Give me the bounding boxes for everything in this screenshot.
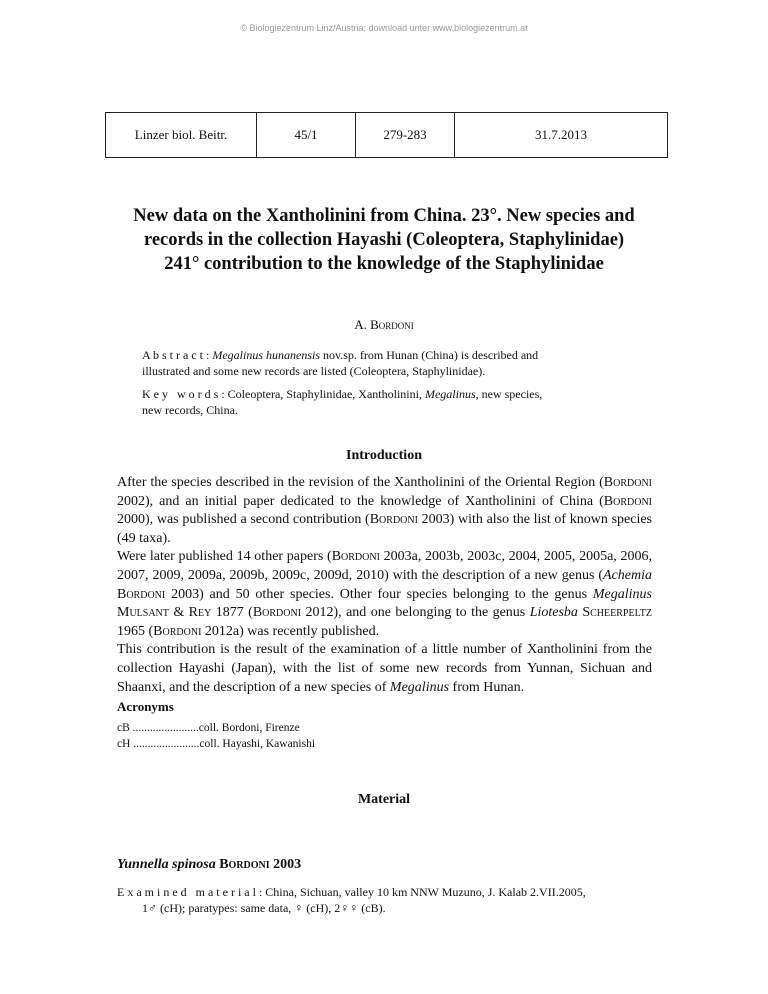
abstract-label: A b s t r a c t : [142,348,210,362]
acronyms-heading: Acronyms [117,699,174,714]
keywords-genus: Megalinus [424,387,476,401]
title-line-1: New data on the Xantholinini from China. 23°. New species and [133,206,635,226]
species-author: Bordoni 2003 [215,857,302,872]
title-line-2: records in the collection Hayashi (Coleoptera, Staphylinidae) [143,230,625,250]
examined-text-2: 1♂ (cH); paratypes: same data, ♀ (cH), 2♀♀ (cB). [142,901,386,915]
acronym-item: cH .......................coll. Hayashi, Kawanishi [117,738,316,750]
species-heading [117,857,301,873]
examined-label: E x a m i n e d m a t e r i a l : [117,885,263,899]
keywords-text-b: , new species, [475,387,543,401]
author [0,317,768,333]
paper-title [80,204,688,276]
intro-paragraph-1: After the species described in the revision of the Xantholinini of the Oriental Region (Bordoni 2002), and an initial paper dedicated to the knowledge of Xantholinini of China (Bordoni 2000), was published a second contribution (Bordoni 2003) with also the list of known species (49 taxa). [117,475,653,546]
author-initial: A. [354,317,371,332]
introduction-body [117,474,652,697]
material-heading: Material [357,792,411,807]
author-name: Bordoni [370,317,414,332]
keywords [142,387,654,418]
keywords-text-a: Coleoptera, Staphylinidae, Xantholinini, [224,387,425,401]
abstract-text-2: illustrated and some new records are listed (Coleoptera, Staphylinidae). [142,363,486,378]
examined-text-1: China, Sichuan, valley 10 km NNW Muzuno, J. Kalab 2.VII.2005, [262,885,586,899]
acronym-item: cB .......................coll. Bordoni, Firenze [117,722,300,734]
keywords-line-2: new records, China. [142,402,238,417]
abstract-species: Megalinus hunanensis [212,348,320,362]
journal-volume: 45/1 [257,113,356,158]
keywords-label: K e y w o r d s : [142,387,225,401]
title-line-3: 241° contribution to the knowledge of the Staphylinidae [164,254,604,274]
watermark: © Biologiezentrum Linz/Austria; download unter www.biologiezentrum.at [240,23,528,33]
intro-paragraph-3: This contribution is the result of the examination of a little number of Xantholinini from the collection Hayashi (Japan), with the list of some new records from Yunnan, Sichuan and Shaanxi, and the description of a new species of Megalinus from Hunan. [117,642,652,695]
abstract-text-1: nov.sp. from Hunan (China) is described and [320,348,539,362]
journal-name: Linzer biol. Beitr. [106,113,257,158]
species-name: Yunnella spinosa [117,857,216,872]
intro-paragraph-2: Were later published 14 other papers (Bordoni 2003a, 2003b, 2003c, 2004, 2005, 2005a, 2006, 2007, 2009, 2009a, 2009b, 2009c, 2009d, 2010) with the description of a new genus (Achemia Bordoni 2003) and 50 other species. Other four species belonging to the genus Megalinus Mulsant & Rey 1877 (Bordoni 2012), and one belonging to the genus Liotesba Scheerpeltz 1965 (Bordoni 2012a) was recently published. [117,549,652,639]
journal-date: 31.7.2013 [455,113,668,158]
journal-header-table [105,112,668,158]
introduction-heading: Introduction [346,448,422,463]
examined-material [117,884,657,916]
abstract [142,348,654,379]
journal-pages: 279-283 [356,113,455,158]
